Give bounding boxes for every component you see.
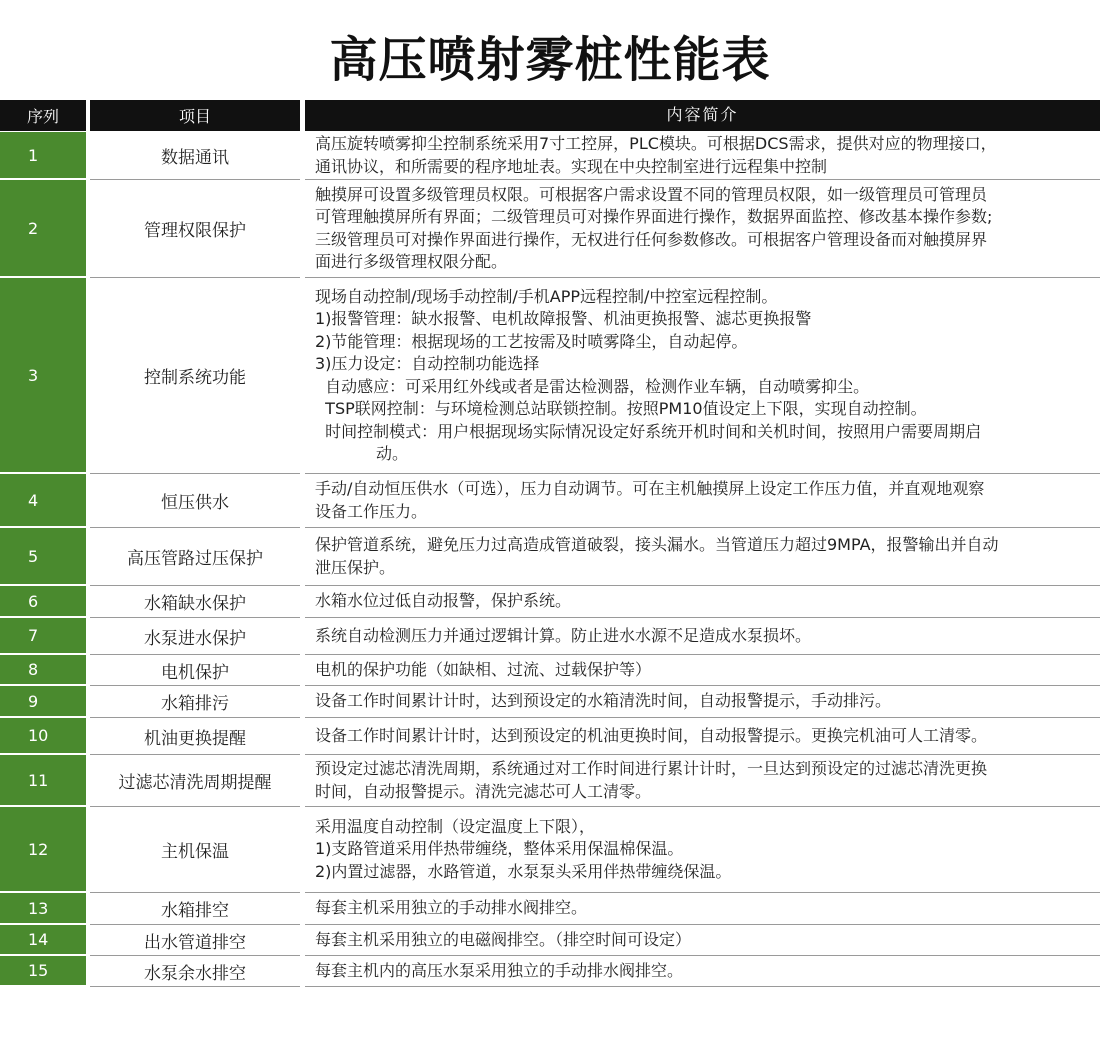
description-line: 通讯协议，和所需要的程序地址表。实现在中央控制室进行远程集中控制 [315,156,828,176]
row-description [305,718,1100,755]
description-line: 每套主机采用独立的手动排水阀排空。 [315,898,588,918]
header-col-item: 项目 [90,100,300,131]
row-number: 4 [0,474,86,526]
row-item: 水泵余水排空 [90,956,300,987]
row-item: 控制系统功能 [90,278,300,474]
description-line: 采用温度自动控制（设定温度上下限）， [315,816,596,836]
table-body [0,132,1100,987]
description-line: 动。 [315,444,409,463]
row-description [305,925,1100,956]
description-line: 水箱水位过低自动报警，保护系统。 [315,591,572,611]
row-description [305,686,1100,718]
row-description [305,956,1100,987]
description-line: 保护管道系统，避免压力过高造成管道破裂，接头漏水。当管道压力超过9MPA，报警输出并自动 [315,535,999,554]
table-row [0,893,1100,925]
table-row [0,755,1100,807]
row-item: 主机保温 [90,807,300,893]
row-number: 5 [0,528,86,584]
row-description [305,755,1100,807]
row-description [305,893,1100,925]
row-number: 15 [0,956,86,985]
description-line: 手动/自动恒压供水（可选），压力自动调节。可在主机触摸屏上设定工作压力值，并直观地观察 [315,479,985,498]
row-item: 过滤芯清洗周期提醒 [90,755,300,807]
table-row [0,807,1100,893]
row-item: 出水管道排空 [90,925,300,956]
table-row [0,474,1100,528]
description-line: 面进行多级管理权限分配。 [315,252,508,271]
row-item: 管理权限保护 [90,180,300,278]
row-description [305,586,1100,618]
description-line: 3)压力设定：自动控制功能选择 [315,354,540,373]
table-row [0,278,1100,474]
row-item: 电机保护 [90,655,300,686]
row-item: 数据通讯 [90,132,300,180]
table-row [0,718,1100,755]
table-header [0,100,1100,132]
row-item: 机油更换提醒 [90,718,300,755]
table-row [0,528,1100,586]
row-description [305,474,1100,528]
header-col-desc: 内容简介 [305,100,1100,131]
description-line: 时间控制模式：用户根据现场实际情况设定好系统开机时间和关机时间，按照用户需要周期启 [315,421,982,441]
row-number: 10 [0,718,86,753]
row-item: 高压管路过压保护 [90,528,300,586]
row-number: 6 [0,586,86,616]
row-item: 水箱缺水保护 [90,586,300,618]
row-number: 1 [0,132,86,178]
description-line: 1)支路管道采用伴热带缠绕，整体采用保温棉保温。 [315,839,684,859]
row-number: 14 [0,925,86,954]
description-line: 时间，自动报警提示。清洗完滤芯可人工清零。 [315,781,652,801]
row-number: 12 [0,807,86,891]
row-description [305,528,1100,586]
description-line: 2)节能管理：根据现场的工艺按需及时喷雾降尘，自动起停。 [315,331,748,351]
row-number: 11 [0,755,86,805]
row-number: 9 [0,686,86,716]
row-number: 3 [0,278,86,472]
table-row [0,180,1100,278]
row-number: 8 [0,655,86,684]
table-row [0,686,1100,718]
description-line: 1)报警管理：缺水报警、电机故障报警、机油更换报警、滤芯更换报警 [315,309,812,328]
page-title: 高压喷射雾桩性能表 [329,32,771,88]
row-description [305,807,1100,893]
row-description [305,655,1100,686]
description-line: 自动感应：可采用红外线或者是雷达检测器，检测作业车辆，自动喷雾抑尘。 [315,376,870,396]
row-number: 7 [0,618,86,653]
table-row [0,618,1100,655]
description-line: 2)内置过滤器，水路管道，水泵泵头采用伴热带缠绕保温。 [315,861,732,881]
table-row [0,655,1100,686]
row-number: 13 [0,893,86,923]
row-description [305,618,1100,655]
row-item: 水箱排污 [90,686,300,718]
row-number: 2 [0,180,86,276]
description-line: 可管理触摸屏所有界面；二级管理员可对操作界面进行操作，数据界面监控、修改基本操作参数; [315,207,993,226]
table-row [0,132,1100,180]
description-line: 每套主机采用独立的电磁阀排空。（排空时间可设定） [315,929,692,949]
description-line: 三级管理员可对操作界面进行操作，无权进行任何参数修改。可根据客户管理设备而对触摸屏界 [315,229,988,249]
row-description [305,132,1100,180]
description-line: 每套主机内的高压水泵采用独立的手动排水阀排空。 [315,960,684,980]
row-description [305,180,1100,278]
table-row [0,925,1100,956]
row-item: 水箱排空 [90,893,300,925]
row-item: 恒压供水 [90,474,300,528]
row-item: 水泵进水保护 [90,618,300,655]
description-line: 设备工作时间累计计时，达到预设定的机油更换时间，自动报警提示。更换完机油可人工清零。 [315,725,988,745]
row-description [305,278,1100,474]
description-line: 设备工作压力。 [315,501,428,521]
table-row [0,956,1100,987]
description-line: TSP联网控制：与环境检测总站联锁控制。按照PM10值设定上下限，实现自动控制。 [315,399,927,418]
description-line: 现场自动控制/现场手动控制/手机APP远程控制/中控室远程控制。 [315,286,778,306]
table-row [0,586,1100,618]
description-line: 预设定过滤芯清洗周期，系统通过对工作时间进行累计计时，一旦达到预设定的过滤芯清洗更换 [315,759,988,778]
performance-table [0,100,1100,987]
description-line: 触摸屏可设置多级管理员权限。可根据客户需求设置不同的管理员权限，如一级管理员可管理员 [315,184,988,204]
description-line: 高压旋转喷雾抑尘控制系统采用7寸工控屏，PLC模块。可根据DCS需求，提供对应的物理接口， [315,134,997,153]
description-line: 设备工作时间累计计时，达到预设定的水箱清洗时间，自动报警提示，手动排污。 [315,691,892,711]
description-line: 泄压保护。 [315,557,396,577]
description-line: 系统自动检测压力并通过逻辑计算。防止进水水源不足造成水泵损坏。 [315,625,812,645]
description-line: 电机的保护功能（如缺相、过流、过载保护等） [315,659,652,679]
header-col-num: 序列 [0,100,86,131]
